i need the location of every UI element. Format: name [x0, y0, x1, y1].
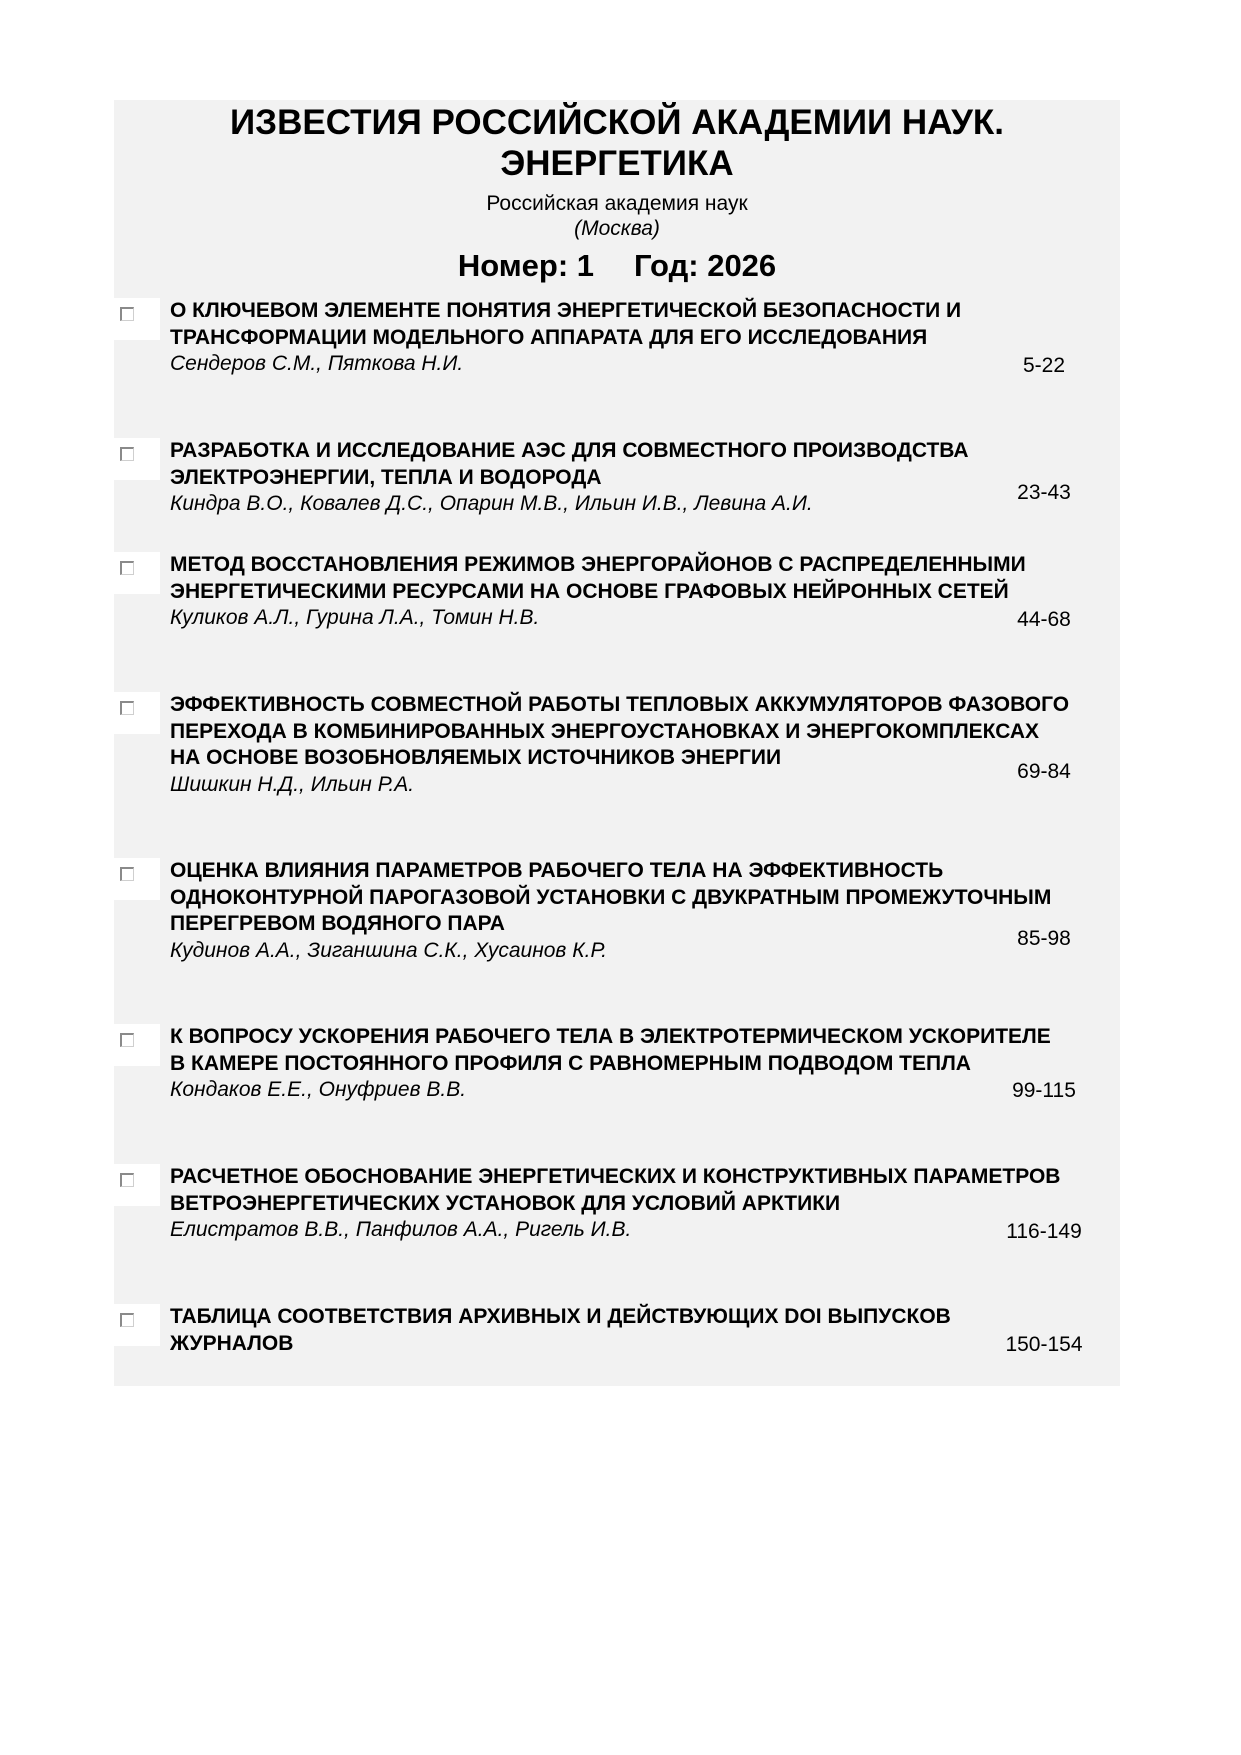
article-checkbox[interactable] — [120, 1033, 134, 1047]
article-authors: Киндра В.О., Ковалев Д.С., Опарин М.В., Ильин И.В., Левина А.И. — [170, 492, 813, 515]
article-checkbox[interactable] — [120, 307, 134, 321]
article-title[interactable]: О КЛЮЧЕВОМ ЭЛЕМЕНТЕ ПОНЯТИЯ ЭНЕРГЕТИЧЕСКОЙ БЕЗОПАСНОСТИ И ТРАНСФОРМАЦИИ МОДЕЛЬНОГО АППАРАТА ДЛЯ ЕГО ИССЛЕДОВАНИЯ Сендеров С.М., Пяткова Н.И. — [170, 298, 1070, 378]
journal-header — [114, 100, 1120, 285]
article-title[interactable]: РАСЧЕТНОЕ ОБОСНОВАНИЕ ЭНЕРГЕТИЧЕСКИХ И КОНСТРУКТИВНЫХ ПАРАМЕТРОВ ВЕТРОЭНЕРГЕТИЧЕСКИХ УСТАНОВОК ДЛЯ УСЛОВИЙ АРКТИКИ Елистратов В.В., Панфилов А.А., Ригель И.В. — [170, 1164, 1070, 1244]
article-pages: 116-149 — [1006, 1220, 1082, 1243]
journal-title — [114, 100, 1120, 184]
issue-info — [114, 247, 1120, 285]
article-checkbox[interactable] — [120, 1173, 134, 1187]
article-checkbox[interactable] — [120, 867, 134, 881]
publisher: Российская академия наук — [486, 192, 748, 215]
article-checkbox[interactable] — [120, 561, 134, 575]
journal-title-line2: ЭНЕРГЕТИКА — [500, 144, 734, 183]
article-title[interactable]: ТАБЛИЦА СООТВЕТСТВИЯ АРХИВНЫХ И ДЕЙСТВУЮЩИХ DOI ВЫПУСКОВ ЖУРНАЛОВ — [170, 1305, 951, 1355]
article-pages: 44-68 — [1017, 608, 1071, 631]
article-pages: 5-22 — [1022, 354, 1066, 377]
issue-number: Номер: 1 — [457, 248, 595, 283]
article-authors: Сендеров С.М., Пяткова Н.И. — [170, 352, 464, 375]
article-pages: 69-84 — [1017, 760, 1071, 783]
article-authors: Елистратов В.В., Панфилов А.А., Ригель И.В. — [170, 1218, 632, 1241]
article-authors: Кудинов А.А., Зиганшина С.К., Хусаинов К.Р. — [170, 938, 608, 962]
article-title[interactable]: ЭФФЕКТИВНОСТЬ СОВМЕСТНОЙ РАБОТЫ ТЕПЛОВЫХ АККУМУЛЯТОРОВ ФАЗОВОГО ПЕРЕХОДА В КОМБИНИРОВАННЫХ ЭНЕРГОУСТАНОВКАХ И ЭНЕРГОКОМПЛЕКСАХ НА ОСНОВЕ ВОЗОБНОВЛЯЕМЫХ ИСТОЧНИКОВ ЭНЕРГИИ Шишкин Н.Д., Ильин Р.А. — [170, 692, 1070, 798]
article-pages: 150-154 — [1005, 1333, 1083, 1356]
issue-year: Год: 2026 — [634, 248, 777, 283]
article-pages: 85-98 — [1017, 927, 1071, 950]
article-checkbox[interactable] — [120, 701, 134, 715]
article-title[interactable]: РАЗРАБОТКА И ИССЛЕДОВАНИЕ АЭС ДЛЯ СОВМЕСТНОГО ПРОИЗВОДСТВА ЭЛЕКТРОЭНЕРГИИ, ТЕПЛА И ВОДОРОДА Киндра В.О., Ковалев Д.С., Опарин М.В., Ильин И.В., Левина А.И. — [170, 438, 1070, 518]
article-authors: Кондаков Е.Е., Онуфриев В.В. — [170, 1078, 467, 1101]
article-pages: 23-43 — [1017, 481, 1071, 504]
article-checkbox[interactable] — [120, 1313, 134, 1327]
journal-title-line1: ИЗВЕСТИЯ РОССИЙСКОЙ АКАДЕМИИ НАУК. — [230, 103, 1004, 142]
article-title[interactable]: МЕТОД ВОССТАНОВЛЕНИЯ РЕЖИМОВ ЭНЕРГОРАЙОНОВ С РАСПРЕДЕЛЕННЫМИ ЭНЕРГЕТИЧЕСКИМИ РЕСУРСАМИ НА ОСНОВЕ ГРАФОВЫХ НЕЙРОННЫХ СЕТЕЙ Куликов А.Л., Гурина Л.А., Томин Н.В. — [170, 552, 1070, 632]
article-checkbox[interactable] — [120, 447, 134, 461]
article-authors: Шишкин Н.Д., Ильин Р.А. — [170, 772, 415, 796]
publisher-city: (Москва) — [574, 217, 660, 240]
article-title[interactable]: ОЦЕНКА ВЛИЯНИЯ ПАРАМЕТРОВ РАБОЧЕГО ТЕЛА НА ЭФФЕКТИВНОСТЬ ОДНОКОНТУРНОЙ ПАРОГАЗОВОЙ УСТАНОВКИ С ДВУКРАТНЫМ ПРОМЕЖУТОЧНЫМ ПЕРЕГРЕВОМ ВОДЯНОГО ПАРА Кудинов А.А., Зиганшина С.К., Хусаинов К.Р. — [170, 858, 1070, 964]
article-title[interactable]: К ВОПРОСУ УСКОРЕНИЯ РАБОЧЕГО ТЕЛА В ЭЛЕКТРОТЕРМИЧЕСКОМ УСКОРИТЕЛЕ В КАМЕРЕ ПОСТОЯННОГО ПРОФИЛЯ С РАВНОМЕРНЫМ ПОДВОДОМ ТЕПЛА Кондаков Е.Е., Онуфриев В.В. — [170, 1024, 1070, 1104]
article-authors: Куликов А.Л., Гурина Л.А., Томин Н.В. — [170, 606, 540, 629]
article-pages: 99-115 — [1012, 1079, 1076, 1102]
